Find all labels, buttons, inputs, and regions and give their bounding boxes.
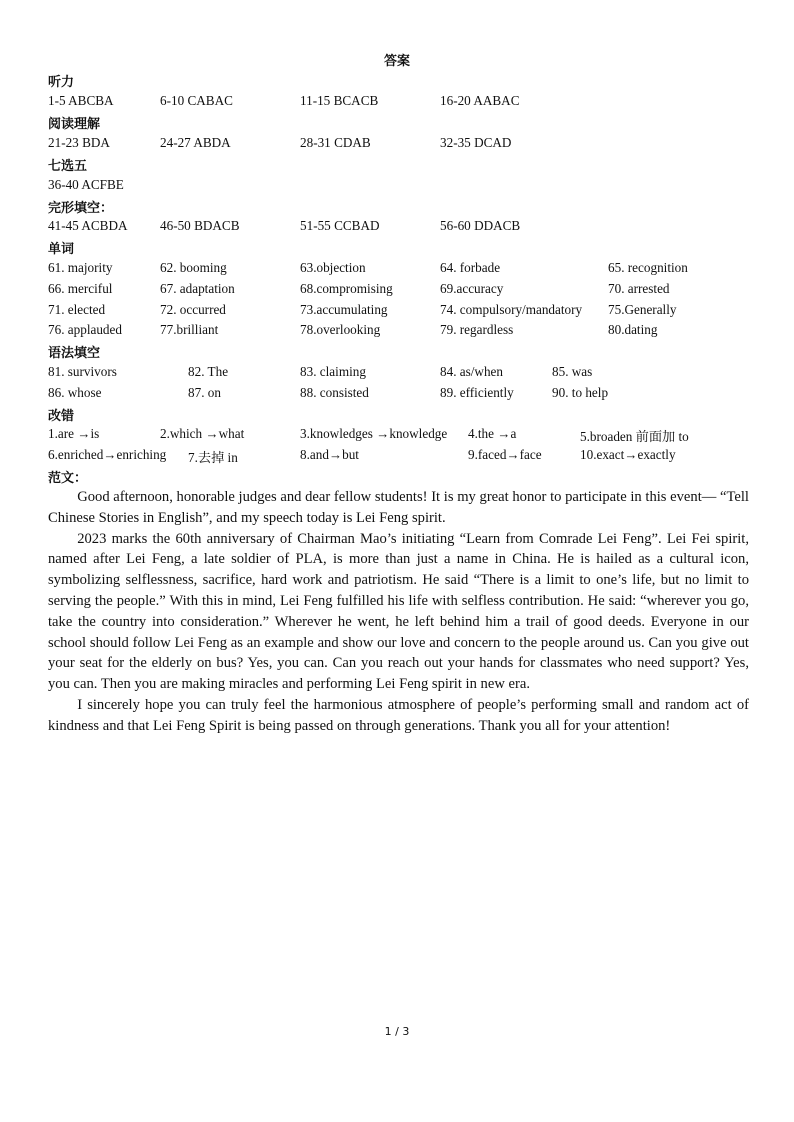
answer-cell: 16-20 AABAC xyxy=(440,93,520,108)
page-title: 答案 xyxy=(383,54,410,69)
essay-paragraph: I sincerely hope you can truly feel the harmonious atmosphere of people’s performing small and random act of kindness and that Lei Feng Spirit is being passed on through generations. Thank you all for your attention! xyxy=(48,696,749,734)
answer-cell: 62. booming xyxy=(160,260,227,275)
answer-cell: 78.overlooking xyxy=(300,322,381,337)
answer-cell: 76. applauded xyxy=(48,322,122,337)
answer-cell: 1-5 ABCBA xyxy=(48,93,114,108)
answer-cell: 1.are →is xyxy=(48,426,100,441)
answer-cell: 63.objection xyxy=(300,260,366,275)
answer-cell: 7.去掉 in xyxy=(188,450,238,465)
answer-cell: 80.dating xyxy=(608,322,658,337)
answer-cell: 24-27 ABDA xyxy=(160,135,231,150)
answer-cell: 21-23 BDA xyxy=(48,135,110,150)
answer-cell: 71. elected xyxy=(48,302,106,317)
section-seven-five-heading: 七选五 xyxy=(48,159,88,174)
answer-cell: 77.brilliant xyxy=(160,322,219,337)
answer-cell: 87. on xyxy=(188,385,221,400)
essay-paragraph: Good afternoon, honorable judges and dear fellow students! It is my great honor to participate in this event— “Tell Chinese Stories in English”, and my speech today is Lei Feng spirit. xyxy=(48,489,749,526)
essay-paragraph: 2023 marks the 60th anniversary of Chairman Mao’s initiating “Learn from Comrade Lei Feng”. Lei Fei spirit, named after Lei Feng, a late soldier of PLA, is more than just a name in China. He is hailed as a cultural icon, symbolizing selflessness, sacrifice, hard work and patriotism. He said “There is a limit to one’s life, but no limit to serving the people.” With this in mind, Lei Feng fulfilled his life with selfless contribution. He said: “wherever you go, take the country into consideration.” Wherever he went, he left behind him a trail of good deeds. Everyone in our school should follow Lei Feng as an example and show our love and concern to the people around us. Can you give out your seat for the elderly on bus? Yes, you can. Can you reach out your hands for classmates who need support? Yes, you can. Then you are making miracles and performing Lei Feng spirit in new era. xyxy=(48,530,749,693)
answer-cell: 32-35 DCAD xyxy=(440,135,512,150)
answer-cell: 46-50 BDACB xyxy=(160,218,240,233)
answer-cell: 5.broaden 前面加 to xyxy=(580,429,689,444)
section-correction-heading: 改错 xyxy=(48,409,75,424)
section-grammar-heading: 语法填空 xyxy=(48,346,101,361)
answer-cell: 74. compulsory/mandatory xyxy=(440,302,583,317)
answer-cell: 88. consisted xyxy=(300,385,369,400)
answer-cell: 82. The xyxy=(188,364,229,379)
answer-cell: 85. was xyxy=(552,364,593,379)
seven-five-answers-row xyxy=(0,177,794,195)
grammar-row xyxy=(0,364,794,382)
correction-row xyxy=(0,426,794,444)
listening-answers-row xyxy=(0,93,794,111)
sample-essay xyxy=(48,487,749,737)
answer-cell: 4.the →a xyxy=(468,426,517,441)
vocabulary-row xyxy=(0,302,794,320)
section-reading-heading: 阅读理解 xyxy=(48,117,101,132)
answer-cell: 61. majority xyxy=(48,260,113,275)
answer-cell: 6.enriched→enriching xyxy=(48,447,167,462)
grammar-row xyxy=(0,385,794,403)
answer-cell: 69.accuracy xyxy=(440,281,504,296)
answer-cell: 67. adaptation xyxy=(160,281,235,296)
section-listening-heading: 听力 xyxy=(48,75,75,90)
answer-cell: 9.faced→face xyxy=(468,447,542,462)
answer-cell: 90. to help xyxy=(552,385,609,400)
answer-cell: 72. occurred xyxy=(160,302,226,317)
answer-cell: 75.Generally xyxy=(608,302,677,317)
answer-cell: 66. merciful xyxy=(48,281,113,296)
answer-cell: 70. arrested xyxy=(608,281,670,296)
section-vocabulary-heading: 单词 xyxy=(48,242,75,257)
answer-cell: 28-31 CDAB xyxy=(300,135,371,150)
answer-cell: 10.exact→exactly xyxy=(580,447,676,462)
answer-cell: 3.knowledges →knowledge xyxy=(300,426,448,441)
answer-cell: 79. regardless xyxy=(440,322,514,337)
section-essay-heading: 范文： xyxy=(48,471,88,486)
vocabulary-row xyxy=(0,260,794,278)
answer-cell: 36-40 ACFBE xyxy=(48,177,124,192)
answer-cell: 51-55 CCBAD xyxy=(300,218,380,233)
answer-cell: 11-15 BCACB xyxy=(300,93,379,108)
answer-cell: 84. as/when xyxy=(440,364,503,379)
answer-cell: 86. whose xyxy=(48,385,102,400)
answer-cell: 64. forbade xyxy=(440,260,501,275)
vocabulary-row xyxy=(0,322,794,340)
section-cloze-heading: 完形填空： xyxy=(48,201,114,216)
answer-cell: 65. recognition xyxy=(608,260,688,275)
reading-answers-row xyxy=(0,135,794,153)
page-number: 1 / 3 xyxy=(384,1025,410,1038)
answer-cell: 56-60 DDACB xyxy=(440,218,521,233)
answer-cell: 81. survivors xyxy=(48,364,117,379)
vocabulary-row xyxy=(0,281,794,299)
answer-cell: 83. claiming xyxy=(300,364,366,379)
cloze-answers-row xyxy=(0,218,794,236)
correction-row xyxy=(0,447,794,465)
answer-cell: 2.which →what xyxy=(160,426,245,441)
answer-cell: 41-45 ACBDA xyxy=(48,218,128,233)
answer-cell: 68.compromising xyxy=(300,281,393,296)
answer-cell: 8.and→but xyxy=(300,447,359,462)
answer-cell: 89. efficiently xyxy=(440,385,514,400)
answer-cell: 6-10 CABAC xyxy=(160,93,233,108)
answer-cell: 73.accumulating xyxy=(300,302,388,317)
